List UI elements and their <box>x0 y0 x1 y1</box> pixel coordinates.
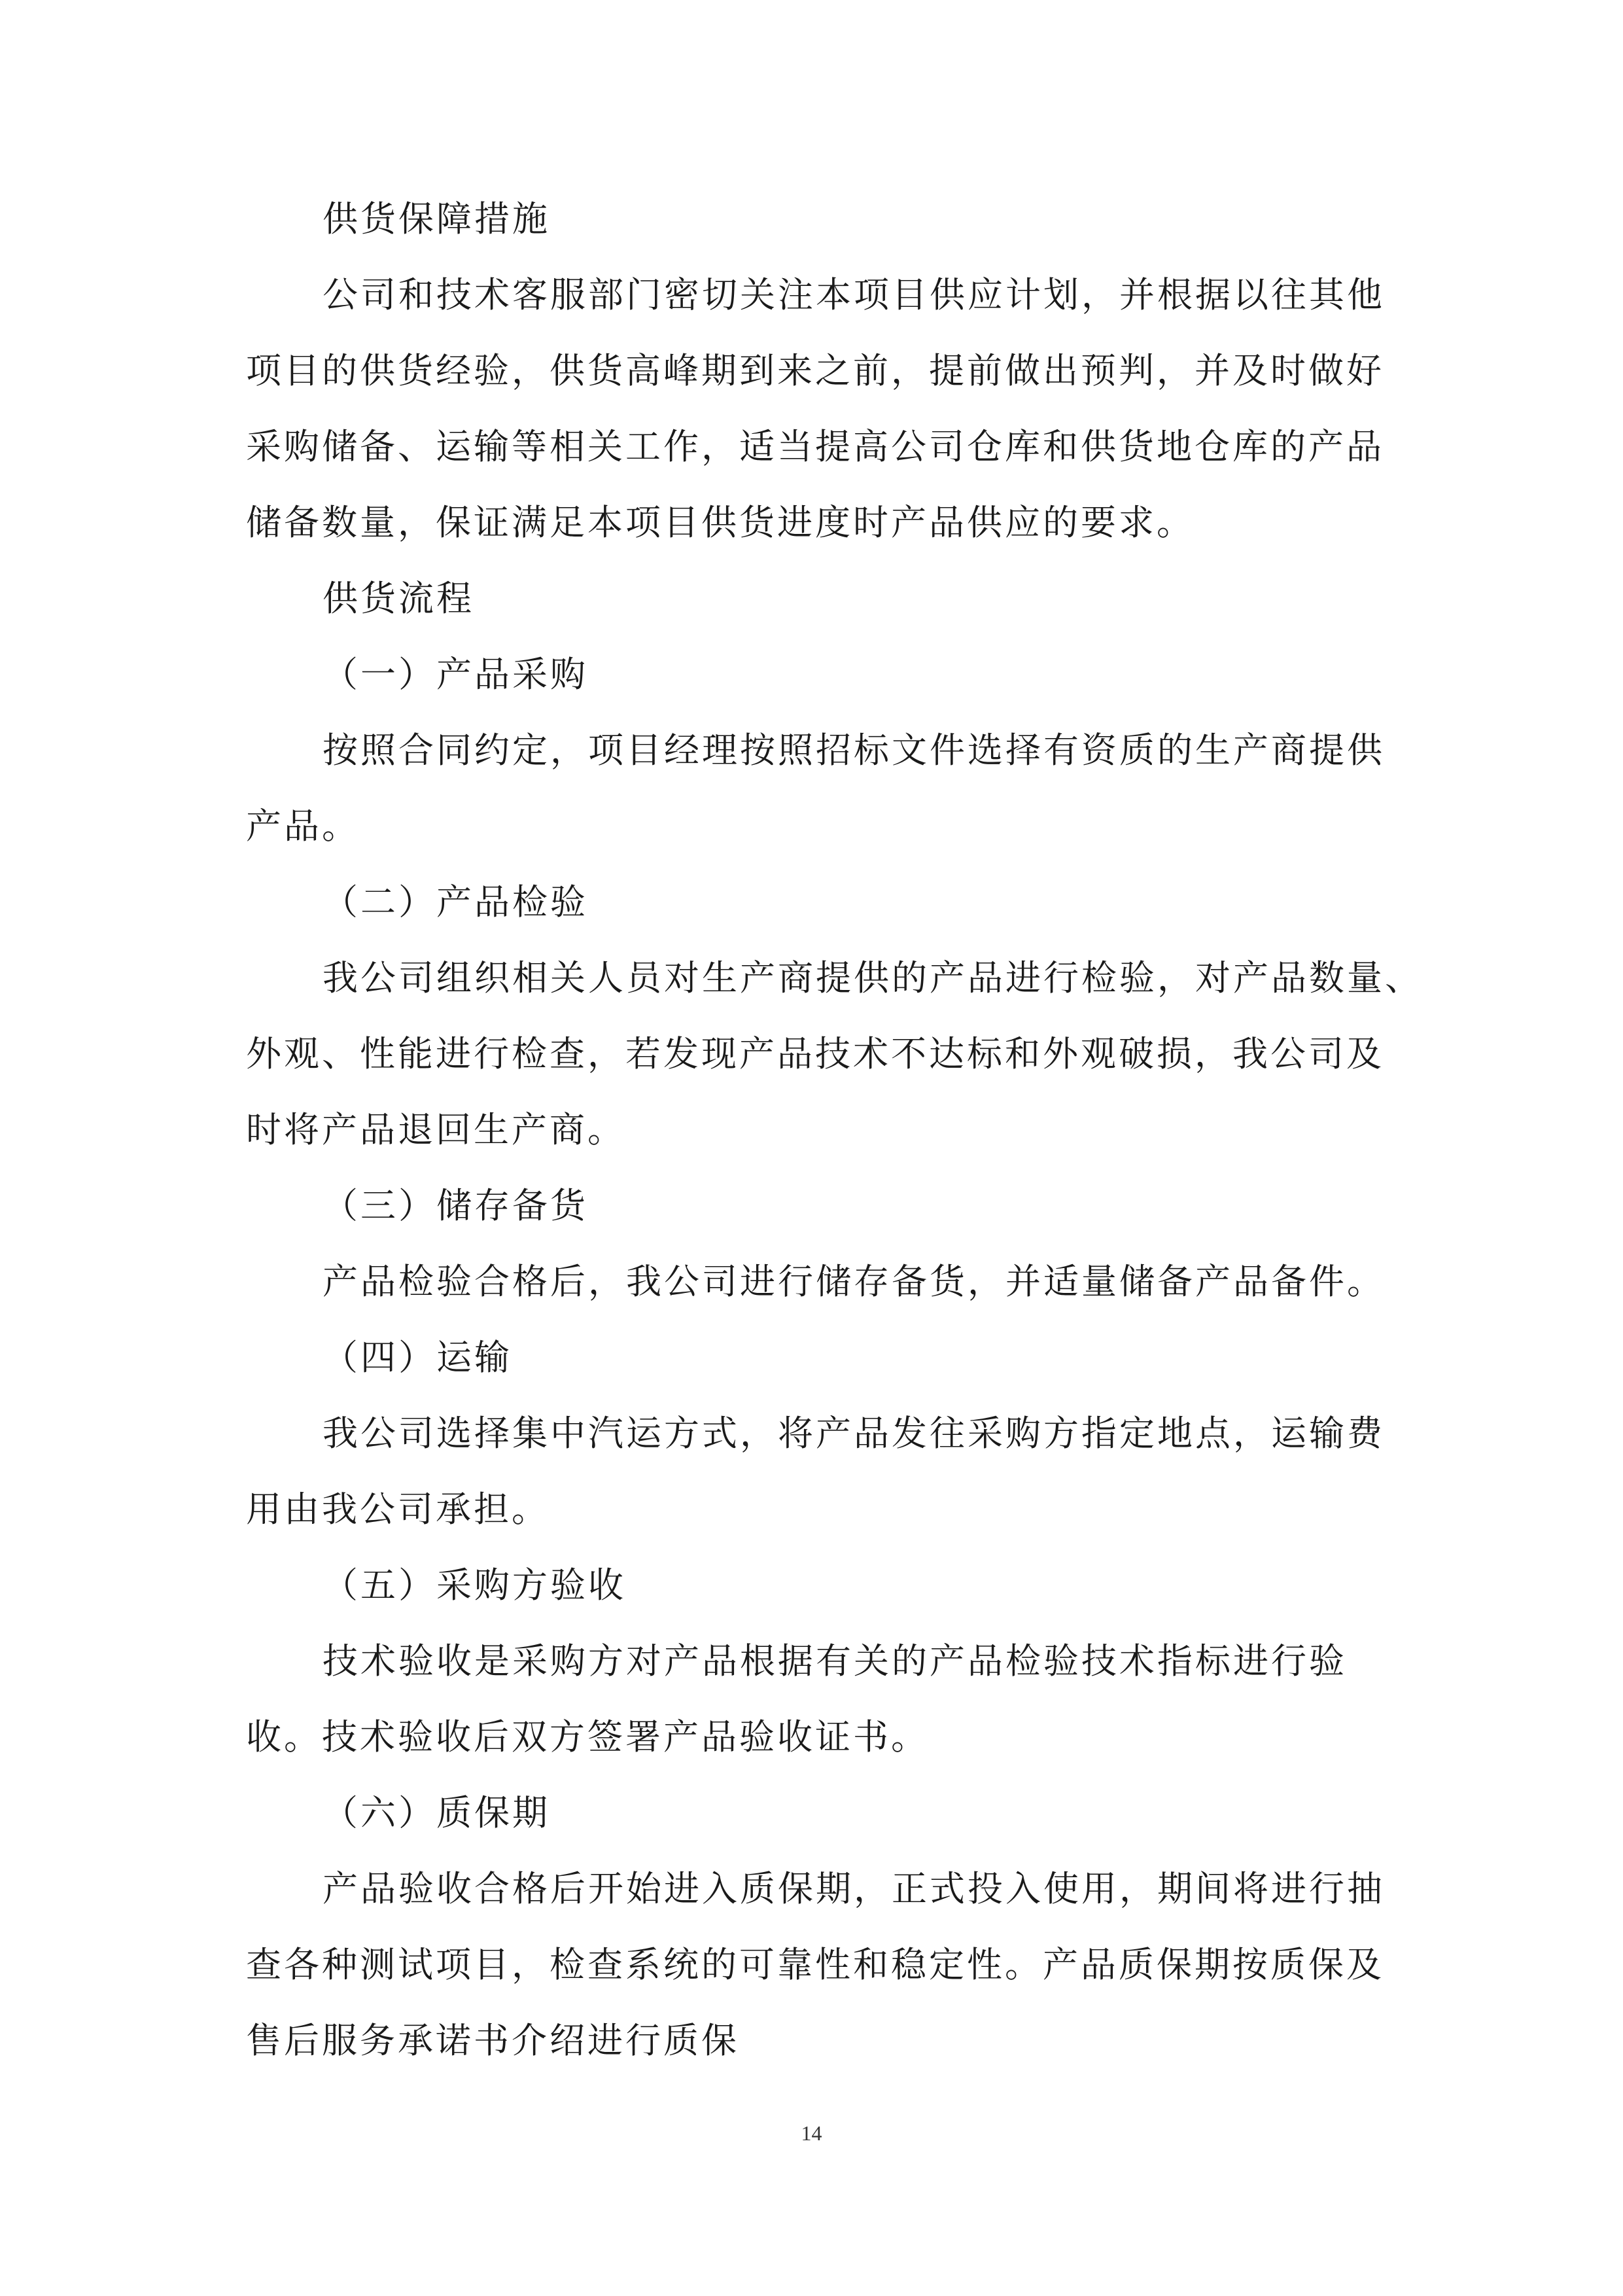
paragraph-line: 公司和技术客服部门密切关注本项目供应计划，并根据以往其他 <box>323 274 1385 315</box>
paragraph-line: 储备数量，保证满足本项目供货进度时产品供应的要求。 <box>246 502 1195 543</box>
heading-supply-guarantee: 供货保障措施 <box>323 198 550 239</box>
paragraph-line: 售后服务承诺书介绍进行质保 <box>246 2020 739 2061</box>
section-heading: （一）产品采购 <box>323 654 588 695</box>
section-heading: （四）运输 <box>323 1337 512 1378</box>
heading-supply-process: 供货流程 <box>323 578 474 619</box>
paragraph-line: 采购储备、运输等相关工作，适当提高公司仓库和供货地仓库的产品 <box>246 426 1384 467</box>
paragraph-line: 时将产品退回生产商。 <box>246 1109 625 1150</box>
paragraph-line: 产品。 <box>246 805 360 847</box>
paragraph-line: 按照合同约定，项目经理按照招标文件选择有资质的生产商提供 <box>323 730 1385 771</box>
paragraph-line: 产品检验合格后，我公司进行储存备货，并适量储备产品备件。 <box>323 1261 1385 1302</box>
paragraph-line: 我公司组织相关人员对生产商提供的产品进行检验，对产品数量、 <box>323 957 1423 998</box>
paragraph-line: 查各种测试项目，检查系统的可靠性和稳定性。产品质保期按质保及 <box>246 1944 1384 1985</box>
paragraph-line: 收。技术验收后双方签署产品验收证书。 <box>246 1716 929 1757</box>
paragraph-line: 项目的供货经验，供货高峰期到来之前，提前做出预判，并及时做好 <box>246 350 1384 391</box>
section-heading: （六）质保期 <box>323 1792 550 1833</box>
paragraph-line: 用由我公司承担。 <box>246 1489 550 1530</box>
section-heading: （三）储存备货 <box>323 1185 588 1226</box>
page-number: 14 <box>801 2121 822 2145</box>
paragraph-line: 产品验收合格后开始进入质保期，正式投入使用，期间将进行抽 <box>323 1868 1385 1909</box>
section-heading: （二）产品检验 <box>323 881 588 923</box>
paragraph-line: 我公司选择集中汽运方式，将产品发往采购方指定地点，运输费 <box>323 1413 1385 1454</box>
paragraph-line: 外观、性能进行检查，若发现产品技术不达标和外观破损，我公司及 <box>246 1033 1384 1074</box>
paragraph-line: 技术验收是采购方对产品根据有关的产品检验技术指标进行验 <box>323 1640 1347 1682</box>
section-heading: （五）采购方验收 <box>323 1564 626 1606</box>
